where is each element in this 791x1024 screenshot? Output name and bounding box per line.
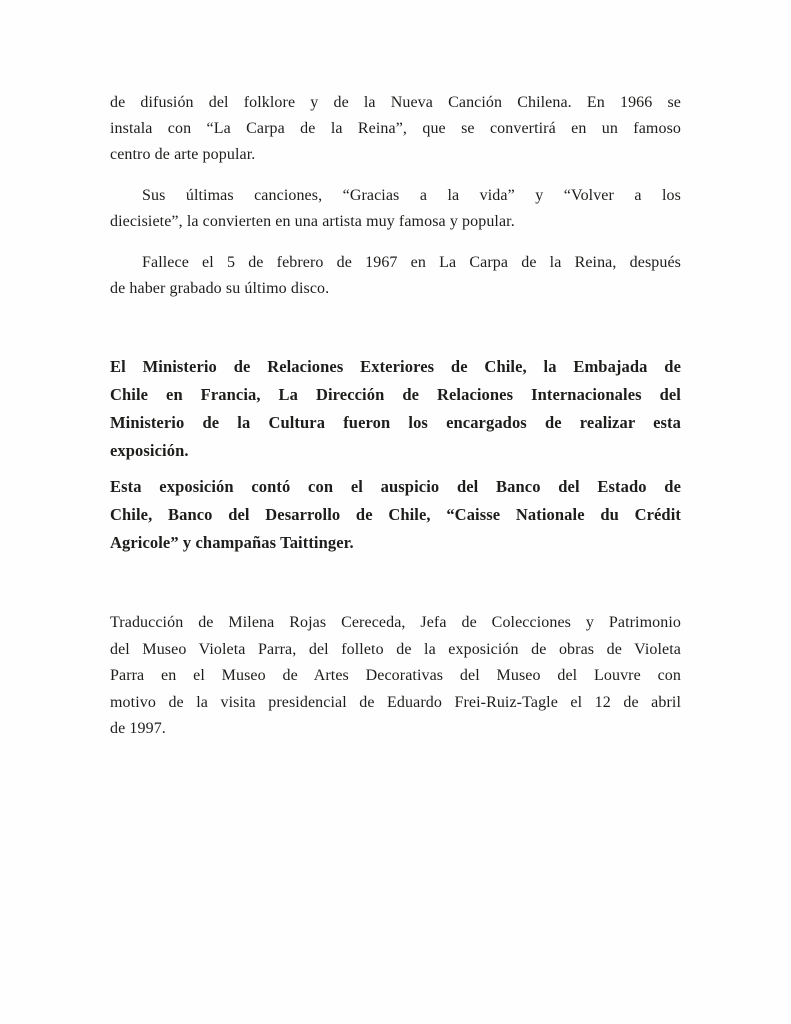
text-line: centro de arte popular. (110, 146, 256, 163)
text-line: Parra en el Museo de Artes Decorativas del Museo del Louvre con (110, 667, 681, 684)
text-line: Ministerio de la Cultura fueron los encargados de realizar esta (110, 413, 681, 432)
text-line: exposición. (110, 441, 189, 460)
text-line: de difusión del folklore y de la Nueva Canción Chilena. En 1966 se (110, 94, 681, 111)
body-paragraph (110, 90, 681, 168)
text-line: del Museo Violeta Parra, del folleto de la exposición de obras de Violeta (110, 640, 681, 658)
text-line: Chile en Francia, La Dirección de Relaciones Internacionales del (110, 385, 681, 404)
text-line: Fallece el 5 de febrero de 1967 en La Carpa de la Reina, después (142, 254, 681, 271)
text-line: Agricole” y champañas Taittinger. (110, 533, 354, 552)
text-line: Traducción de Milena Rojas Cereceda, Jefa de Colecciones y Patrimonio (110, 614, 681, 631)
text-line: El Ministerio de Relaciones Exteriores de Chile, la Embajada de (110, 357, 681, 376)
emphasis-paragraph (110, 473, 681, 557)
emphasis-paragraph (110, 353, 681, 465)
text-line: Chile, Banco del Desarrollo de Chile, “Caisse Nationale du Crédit (110, 505, 681, 524)
body-paragraph (110, 183, 681, 235)
credits-paragraph (110, 610, 681, 743)
text-line: Esta exposición contó con el auspicio del Banco del Estado de (110, 477, 681, 496)
text-line: Sus últimas canciones, “Gracias a la vida” y “Volver a los (142, 187, 681, 204)
text-line: de 1997. (110, 720, 166, 737)
text-line: diecisiete”, la convierten en una artista muy famosa y popular. (110, 213, 515, 230)
text-line: de haber grabado su último disco. (110, 280, 330, 297)
text-line: motivo de la visita presidencial de Eduardo Frei-Ruiz-Tagle el 12 de abril (110, 693, 681, 711)
body-paragraph (110, 250, 681, 302)
text-line: instala con “La Carpa de la Reina”, que se convertirá en un famoso (110, 120, 681, 137)
